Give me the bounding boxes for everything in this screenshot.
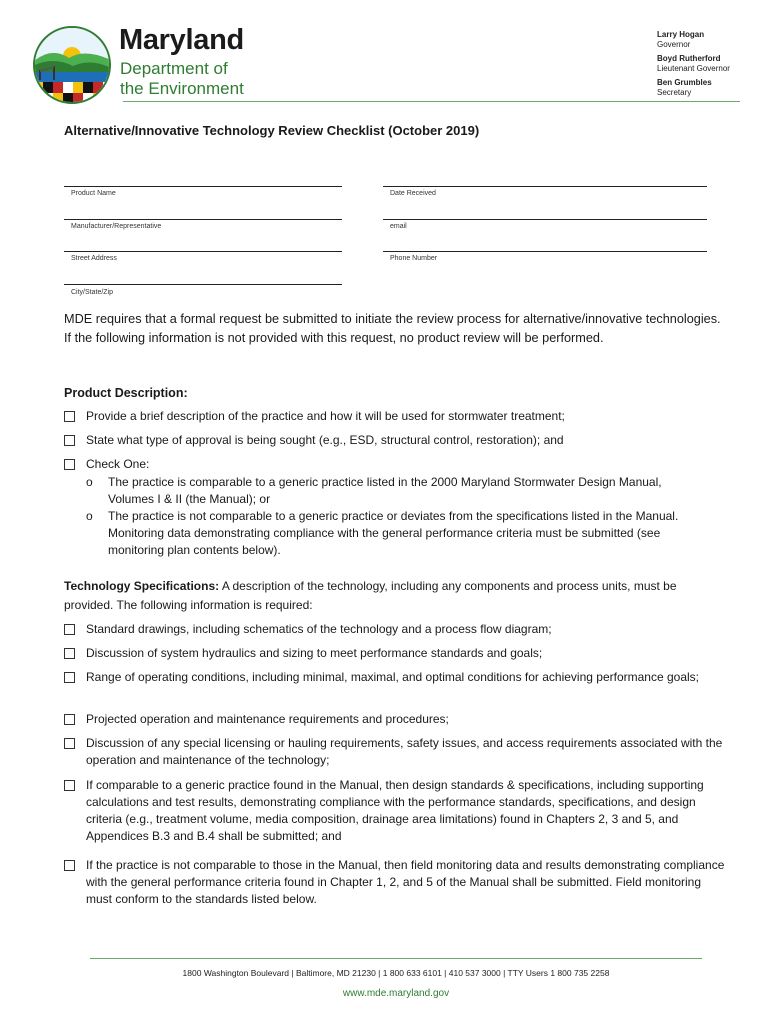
brand-subtitle-line1: Department of [120,59,228,78]
footer-address: 1800 Washington Boulevard | Baltimore, MD 21230 | 1 800 633 6101 | 410 537 3000 | TTY Users 1 800 735 2258 [182,968,610,978]
manufacturer-line[interactable] [64,219,342,220]
document-title: Alternative/Innovative Technology Review Checklist (October 2019) [64,123,480,138]
checklist-item-text: Standard drawings, including schematics of the technology and a process flow diagram; [86,622,552,636]
phone-number-line[interactable] [383,251,707,252]
manufacturer-label: Manufacturer/Representative [71,223,162,230]
checkbox[interactable] [64,411,75,422]
checklist-item-text: If comparable to a generic practice found in the Manual, then design standards & specifications, including supporting calculations and test results, demonstrating compliance with the performance standards, specifications, and design criteria (e.g., treatment volume, media composition, drainage area limitations) found in Chapters 2, 3 and 5, and Appendices B.3 and B.4 shall be submitted; and [86,778,704,843]
email-label: email [390,223,407,230]
official-name: Larry Hogan [657,30,705,39]
header-divider [123,101,740,102]
official-lt-governor [657,54,730,73]
option-bullet[interactable]: o [86,509,93,523]
checkbox[interactable] [64,624,75,635]
checklist-item-text: State what type of approval is being sought (e.g., ESD, structural control, restoration); and [86,433,564,447]
checklist-item-text: Range of operating conditions, including minimal, maximal, and optimal conditions for achieving performance goals; [86,670,699,684]
checklist-item-text: Check One: [86,457,150,471]
checkbox[interactable] [64,738,75,749]
checkbox[interactable] [64,860,75,871]
checklist-item-text: Discussion of any special licensing or hauling requirements, safety issues, and access requirements associated with the operation and maintenance of the technology; [86,736,723,767]
official-secretary [657,78,730,97]
city-state-zip-line[interactable] [64,284,342,285]
official-governor [657,30,730,49]
date-received-line[interactable] [383,186,707,187]
checkbox[interactable] [64,714,75,725]
city-state-zip-label: City/State/Zip [71,289,114,296]
option-item-text: The practice is not comparable to a generic practice or deviates from the specifications listed in the Manual. Monitoring data demonstrating compliance with the general performance criteria must be submitted (see monitoring plan contents below). [108,509,679,557]
product-name-line[interactable] [64,186,342,187]
official-title: Governor [657,39,691,49]
footer-website-link[interactable]: www.mde.maryland.gov [342,988,450,999]
street-address-line[interactable] [64,251,342,252]
technology-specifications-intro [64,577,724,615]
brand-name: Maryland [119,24,244,56]
technology-specifications-intro-text: A description of the technology, including any components and process units, must be provided. The following information is required: [64,579,677,612]
option-item-text: The practice is comparable to a generic practice listed in the 2000 Maryland Stormwater Design Manual, Volumes I & II (the Manual); or [108,475,662,506]
email-line[interactable] [383,219,707,220]
checklist-item-text: Discussion of system hydraulics and sizing to meet performance standards and goals; [86,646,543,660]
checkbox[interactable] [64,435,75,446]
technology-specifications-heading: Technology Specifications: [64,579,220,593]
brand-subtitle-line2: the Environment [120,79,244,98]
option-bullet[interactable]: o [86,475,93,489]
maryland-logo-icon [33,26,111,104]
street-address-label: Street Address [71,255,117,262]
footer-divider [90,958,702,959]
checkbox[interactable] [64,672,75,683]
checkbox[interactable] [64,459,75,470]
date-received-label: Date Received [390,190,436,197]
checkbox[interactable] [64,780,75,791]
product-description-heading: Product Description: [64,386,188,400]
official-name: Ben Grumbles [657,78,712,87]
official-title: Secretary [657,87,692,97]
checklist-item-text: Provide a brief description of the practice and how it will be used for stormwater treatment; [86,409,565,423]
checklist-item-text: Projected operation and maintenance requirements and procedures; [86,712,449,726]
product-name-label: Product Name [71,190,116,197]
officials-list [657,30,730,102]
mde-logo [33,26,111,104]
intro-paragraph: MDE requires that a formal request be submitted to initiate the review process for alternative/innovative technologies. If the following information is not provided with this request, no product review will be performed. [64,312,721,345]
official-title: Lieutenant Governor [657,63,730,73]
phone-number-label: Phone Number [390,255,438,262]
checkbox[interactable] [64,648,75,659]
checklist-item-text: If the practice is not comparable to those in the Manual, then field monitoring data and results demonstrating compliance with the general performance criteria found in Chapter 1, 2, and 5 of the Manual shall be submitted. Field monitoring must conform to the standards listed below. [86,858,725,906]
official-name: Boyd Rutherford [657,54,721,63]
